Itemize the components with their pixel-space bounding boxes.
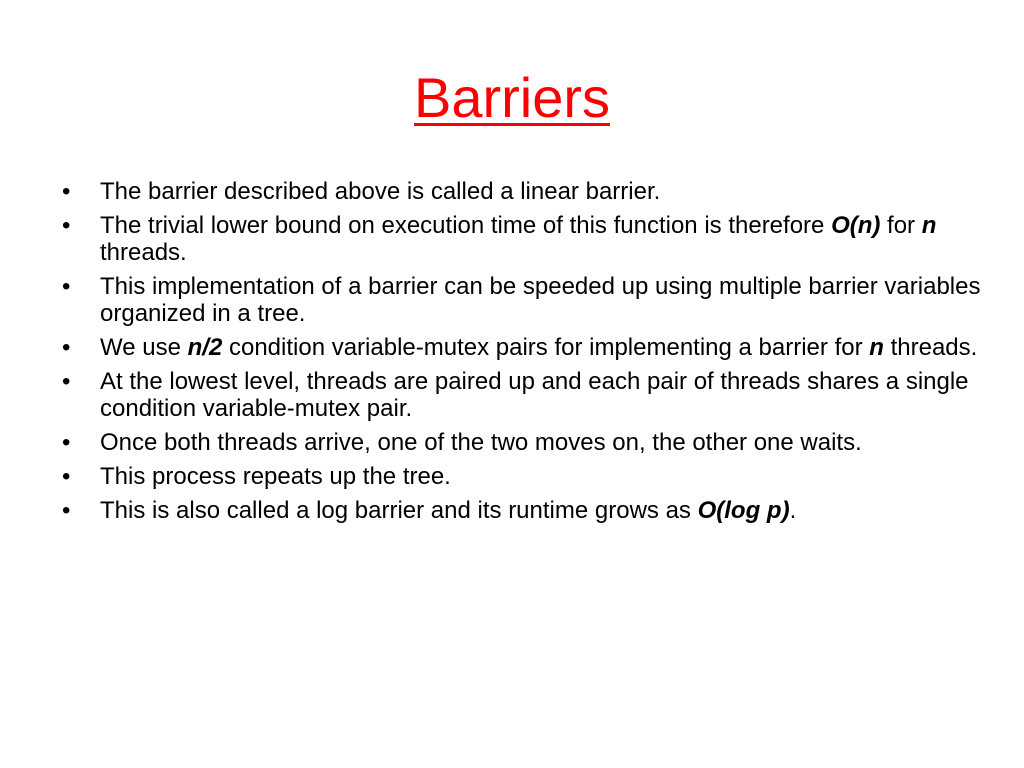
bullet-emphasis: n <box>921 212 937 239</box>
bullet-emphasis: n/2 <box>187 334 223 361</box>
bullet-marker: • <box>62 212 71 239</box>
bullet-item <box>62 273 982 327</box>
slide-title: Barriers <box>413 66 611 129</box>
bullet-item <box>62 497 982 524</box>
bullet-item <box>62 334 982 361</box>
bullet-marker: • <box>62 178 71 205</box>
bullet-text: We use <box>100 334 188 361</box>
bullet-list <box>62 178 982 531</box>
bullet-marker: • <box>62 273 71 300</box>
bullet-text: threads. <box>100 239 187 266</box>
bullet-emphasis: O(log p) <box>697 497 790 524</box>
bullet-text: condition variable-mutex pairs for implementing a barrier for <box>222 334 870 361</box>
bullet-item <box>62 463 982 490</box>
bullet-marker: • <box>62 368 71 395</box>
bullet-text: At the lowest level, threads are paired up and each pair of threads shares a single condition variable-mutex pair. <box>100 368 969 422</box>
bullet-text: threads. <box>883 334 978 361</box>
bullet-text: This is also called a log barrier and its runtime grows as <box>100 497 698 524</box>
bullet-text: . <box>789 497 797 524</box>
bullet-marker: • <box>62 334 71 361</box>
bullet-item <box>62 429 982 456</box>
bullet-text: The barrier described above is called a linear barrier. <box>100 178 661 205</box>
bullet-marker: • <box>62 463 71 490</box>
bullet-emphasis: O(n) <box>831 212 881 239</box>
bullet-text: for <box>880 212 922 239</box>
bullet-item <box>62 212 982 266</box>
bullet-item <box>62 368 982 422</box>
bullet-text: Once both threads arrive, one of the two moves on, the other one waits. <box>100 429 862 456</box>
bullet-marker: • <box>62 497 71 524</box>
bullet-text: This process repeats up the tree. <box>100 463 451 490</box>
bullet-marker: • <box>62 429 71 456</box>
bullet-item <box>62 178 982 205</box>
bullet-emphasis: n <box>869 334 884 361</box>
bullet-text: The trivial lower bound on execution time of this function is therefore <box>100 212 832 239</box>
bullet-text: This implementation of a barrier can be speeded up using multiple barrier variables organized in a tree. <box>100 273 981 327</box>
